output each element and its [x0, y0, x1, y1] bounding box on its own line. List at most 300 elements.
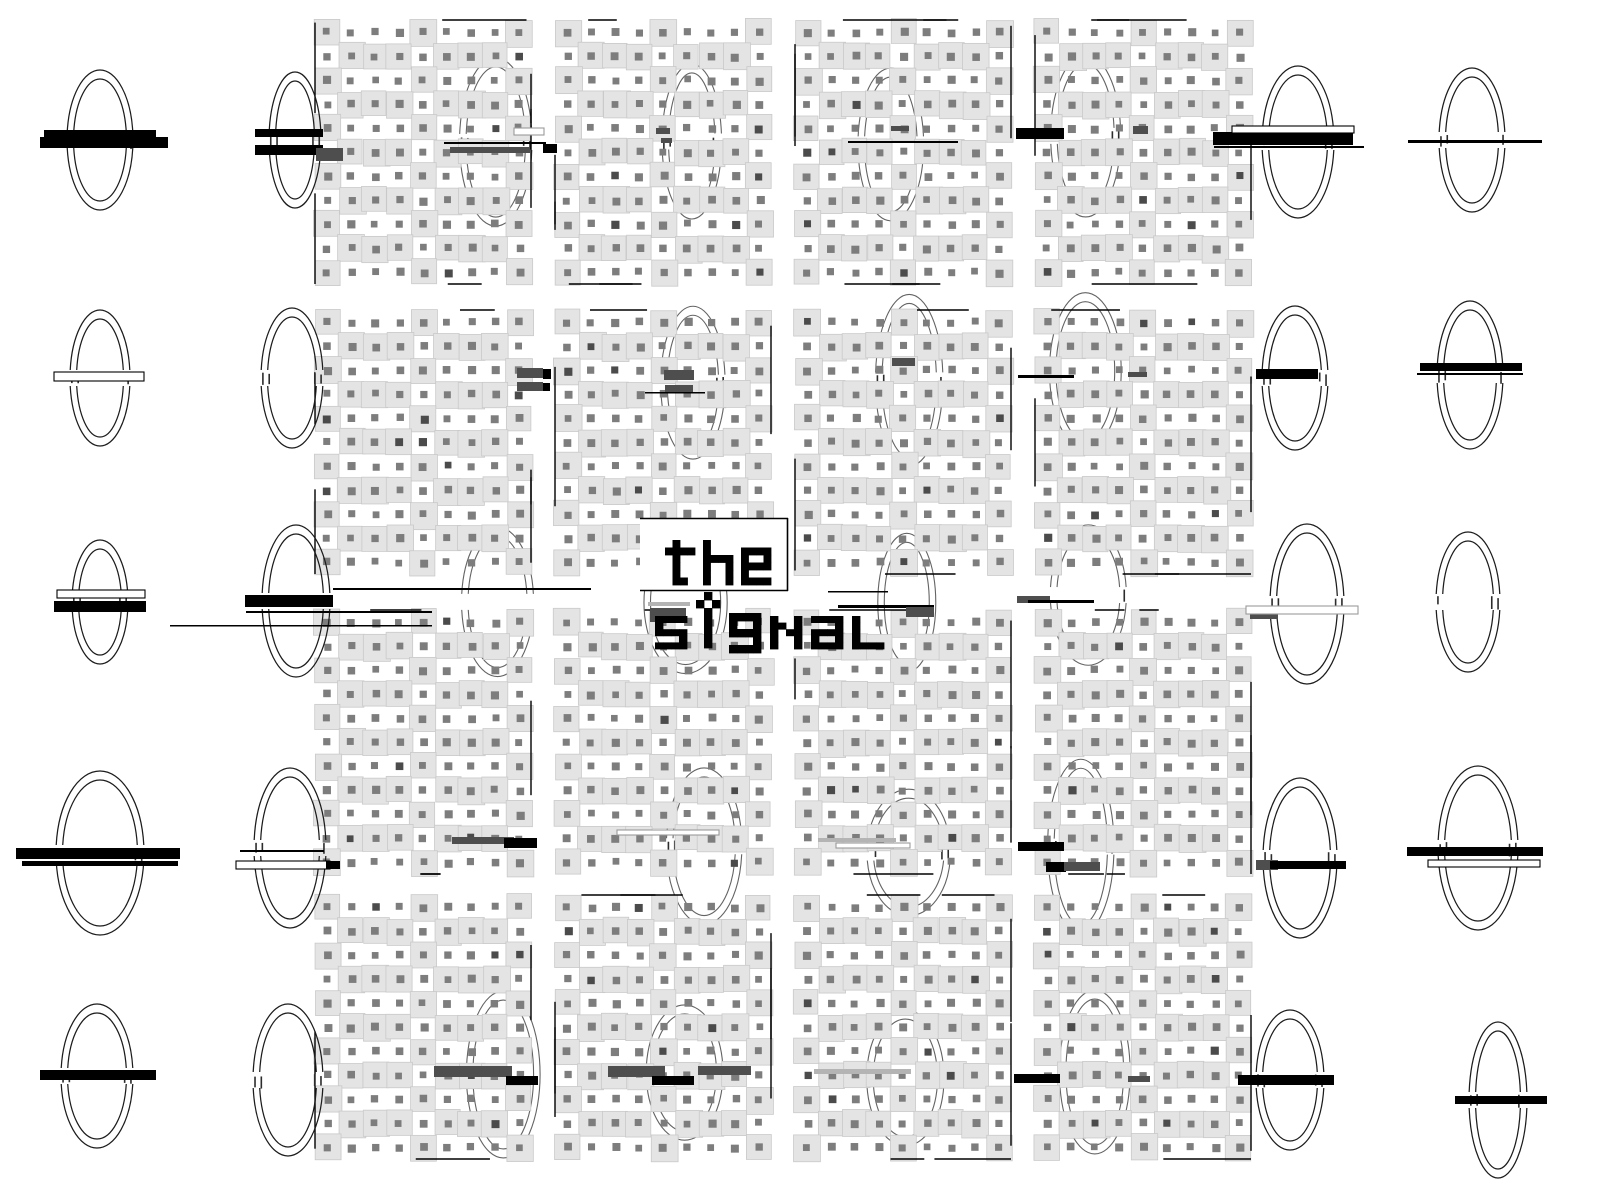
grid-dot — [1212, 319, 1219, 326]
grid-dot — [925, 715, 932, 722]
grid-dot — [1115, 101, 1122, 108]
grid-dot — [395, 244, 402, 251]
coil-dash-remnant — [261, 1076, 263, 1088]
grid-dot — [1212, 367, 1219, 374]
grid-dot — [971, 714, 979, 722]
grid-dot — [899, 1001, 906, 1008]
grid-dot — [420, 1095, 427, 1102]
grid-dot — [876, 1121, 883, 1128]
grid-dot — [1092, 486, 1099, 493]
grid-dot — [492, 245, 499, 252]
grid-dot — [444, 391, 451, 398]
grid-dot — [420, 1072, 427, 1079]
grid-dot — [516, 618, 523, 625]
grid-dot — [851, 319, 858, 326]
grid-dot — [588, 1023, 596, 1031]
title-pixel — [794, 636, 802, 643]
grid-dot — [613, 244, 620, 251]
grid-dot — [1067, 559, 1075, 567]
grid-dot — [1044, 1024, 1051, 1031]
grid-dot — [324, 173, 332, 181]
grid-dot — [948, 834, 956, 842]
grid-dot — [972, 903, 980, 911]
coil-ellipse-arc — [673, 854, 735, 915]
grid-dot — [492, 174, 499, 181]
grid-dot — [948, 666, 956, 674]
grid-dot — [491, 1024, 498, 1031]
grid-dot — [900, 834, 907, 841]
grid-dot — [564, 1143, 572, 1151]
grid-dot — [731, 1145, 739, 1153]
grid-dot — [395, 1073, 402, 1080]
grid-dot — [828, 30, 835, 37]
grid-dot — [925, 976, 933, 984]
grid-dot — [924, 762, 932, 770]
grid-dot — [419, 172, 426, 179]
grid-dot — [1044, 534, 1052, 542]
grid-dot — [348, 1096, 355, 1103]
grid-dot — [1092, 975, 1099, 982]
grid-dot — [732, 976, 740, 984]
grid-dot — [1236, 787, 1244, 795]
grid-dot — [707, 100, 714, 107]
grid-dot — [419, 487, 427, 495]
title-pixel — [819, 642, 827, 649]
grid-dot — [396, 53, 403, 60]
grid-dot — [492, 391, 500, 399]
grid-dot — [1164, 929, 1172, 937]
grid-dot — [467, 1095, 474, 1102]
grid-dot — [803, 787, 811, 795]
grid-dot — [972, 1023, 980, 1031]
title-pixel — [745, 645, 753, 653]
grid-dot — [564, 173, 572, 181]
grid-dot — [923, 463, 930, 470]
grid-dot — [491, 1047, 499, 1055]
gray-bar — [1064, 862, 1100, 871]
title-pixel — [671, 616, 679, 623]
grid-dot — [1091, 318, 1098, 325]
coil-ellipse-arc — [74, 148, 127, 201]
grid-dot — [587, 692, 595, 700]
grid-dot — [709, 268, 717, 276]
grid-dot — [708, 220, 716, 228]
grid-dot — [1117, 196, 1124, 203]
grid-dot — [396, 29, 404, 37]
grid-dot — [636, 367, 644, 375]
coil-dash-remnant — [1328, 852, 1330, 861]
grid-dot — [948, 619, 955, 626]
grid-dot — [397, 367, 405, 375]
grid-dot — [371, 762, 378, 769]
grid-dot — [564, 975, 571, 982]
grid-dot — [853, 414, 861, 422]
grid-dot — [1068, 52, 1076, 60]
grid-dot — [347, 810, 354, 817]
grid-dot — [516, 438, 523, 445]
grid-dot — [901, 667, 909, 675]
grid-dot — [995, 643, 1002, 650]
grid-dot — [637, 222, 645, 230]
grid-dot — [996, 558, 1003, 565]
coil-ellipse-arc — [1269, 75, 1328, 134]
grid-dot — [852, 786, 859, 793]
grid-dot — [996, 1071, 1004, 1079]
grid-dot — [420, 1143, 428, 1151]
title-pixel — [671, 642, 679, 649]
grid-dot — [684, 860, 691, 867]
grid-dot — [1163, 1144, 1171, 1152]
grid-dot — [419, 198, 427, 206]
grid-dot — [1165, 101, 1172, 108]
coil-ellipse-arc — [68, 1084, 127, 1139]
grid-dot — [924, 859, 931, 866]
grid-dot — [613, 666, 621, 674]
grid-dot — [587, 367, 594, 374]
grid-dot — [397, 643, 404, 650]
grid-dot — [564, 512, 571, 519]
grid-dot — [515, 29, 522, 36]
grid-dot — [419, 999, 426, 1006]
grid-dot — [396, 1023, 403, 1030]
grid-dot — [467, 810, 475, 818]
grid-dot — [613, 78, 620, 85]
thin-rule — [1214, 146, 1364, 148]
grid-dot — [1091, 1000, 1099, 1008]
grid-dot — [1236, 1119, 1243, 1126]
grid-dot — [685, 318, 693, 326]
grid-dot — [517, 642, 524, 649]
grid-dot — [708, 462, 715, 469]
grid-dot — [1163, 510, 1171, 518]
grid-dot — [1236, 463, 1244, 471]
grid-dot — [1188, 148, 1196, 156]
grid-dot — [372, 903, 379, 910]
grid-dot — [517, 788, 525, 796]
coil-ellipse-arc — [1443, 541, 1494, 594]
grid-dot — [419, 1048, 426, 1055]
grid-dot — [564, 786, 572, 794]
grid-dot — [635, 1023, 642, 1030]
grid-dot — [1236, 618, 1244, 626]
grid-dot — [588, 1072, 596, 1080]
grid-dot — [1115, 486, 1123, 494]
grid-dot — [947, 245, 954, 252]
grid-dot — [635, 1095, 643, 1103]
grid-dot — [1188, 342, 1196, 350]
grid-dot — [876, 859, 884, 867]
grid-dot — [683, 1048, 690, 1055]
grid-dot — [420, 391, 427, 398]
grid-dot — [1092, 558, 1100, 566]
grid-dot — [1044, 786, 1052, 794]
title-pixel — [745, 613, 753, 621]
outlined-bar — [57, 590, 145, 598]
grid-dot — [1236, 172, 1243, 179]
grid-dot — [419, 667, 427, 675]
grid-dot — [323, 1048, 330, 1055]
grid-dot — [683, 952, 691, 960]
coil-ellipse-arc — [63, 861, 138, 926]
grid-dot — [469, 534, 477, 542]
grid-dot — [900, 391, 907, 398]
grid-dot — [347, 835, 354, 842]
grid-dot — [1188, 244, 1196, 252]
grid-dot — [755, 1000, 762, 1007]
grid-dot — [733, 1095, 740, 1102]
grid-dot — [708, 762, 715, 769]
grid-dot — [421, 270, 429, 278]
grid-dot — [1235, 858, 1243, 866]
grid-dot — [467, 787, 475, 795]
title-pixel — [852, 636, 860, 643]
grid-dot — [1141, 928, 1148, 935]
grid-dot — [1236, 811, 1243, 818]
title-pixel — [704, 608, 712, 616]
title-pixel — [756, 548, 764, 556]
grid-dot — [996, 999, 1004, 1007]
title-pixel — [794, 629, 802, 636]
grid-dot — [347, 148, 354, 155]
grid-dot — [804, 415, 811, 422]
grid-dot — [371, 1095, 378, 1102]
grid-dot — [372, 344, 380, 352]
grid-dot — [972, 618, 980, 626]
grid-dot — [587, 928, 594, 935]
grid-dot — [1163, 1073, 1170, 1080]
grid-dot — [660, 1023, 667, 1030]
grid-dot — [1044, 488, 1052, 496]
black-bar — [44, 130, 156, 137]
grid-dot — [324, 927, 332, 935]
grid-dot — [1163, 558, 1170, 565]
grid-dot — [948, 903, 956, 911]
gray-bar — [434, 1066, 512, 1077]
coil-dash-remnant — [1444, 370, 1446, 380]
grid-dot — [947, 999, 955, 1007]
grid-dot — [468, 559, 475, 566]
thin-rule — [848, 141, 958, 143]
grid-dot — [1092, 535, 1100, 543]
grid-dot — [467, 903, 474, 910]
grid-dot — [1068, 620, 1076, 628]
coil-dash-remnant — [1502, 135, 1504, 145]
grid-dot — [396, 221, 403, 228]
grid-dot — [996, 619, 1004, 627]
grid-dot — [612, 344, 619, 351]
grid-dot — [372, 786, 380, 794]
grid-dot — [1139, 692, 1146, 699]
grid-dot — [491, 762, 498, 769]
grid-dot — [803, 952, 811, 960]
grid-dot — [516, 414, 524, 422]
grid-dot — [996, 977, 1003, 984]
grid-dot — [1115, 928, 1123, 936]
grid-dot — [1235, 510, 1242, 517]
grid-dot — [1116, 1119, 1123, 1126]
grid-dot — [372, 666, 379, 673]
grid-dot — [515, 53, 523, 61]
grid-dot — [805, 245, 812, 252]
grid-dot — [973, 511, 980, 518]
grid-dot — [1067, 511, 1075, 519]
grid-dot — [1211, 740, 1218, 747]
grid-dot — [755, 221, 762, 228]
grid-dot — [588, 220, 595, 227]
grid-dot — [1211, 715, 1218, 722]
grid-dot — [923, 1096, 930, 1103]
grid-dot — [445, 1120, 452, 1127]
title-pixel — [811, 642, 819, 649]
grid-dot — [1044, 196, 1051, 203]
grid-dot — [1235, 221, 1242, 228]
black-bar — [1046, 862, 1066, 872]
grid-dot — [611, 221, 619, 229]
grid-dot — [397, 414, 404, 421]
grid-dot — [588, 667, 595, 674]
grid-dot — [948, 463, 956, 471]
black-bar — [1018, 842, 1064, 851]
grid-dot — [853, 392, 860, 399]
grid-dot — [684, 787, 692, 795]
grid-dot — [347, 390, 354, 397]
grid-dot — [564, 691, 571, 698]
grid-dot — [443, 28, 450, 35]
gray-bar — [665, 385, 693, 393]
grid-dot — [707, 150, 714, 157]
grid-dot — [468, 739, 476, 747]
grid-dot — [492, 510, 500, 518]
grid-dot — [731, 1120, 739, 1128]
grid-dot — [924, 76, 931, 83]
grid-dot — [1165, 953, 1172, 960]
coil-dash-remnant — [323, 843, 325, 854]
gray-bar — [450, 147, 530, 153]
grid-dot — [1117, 148, 1124, 155]
grid-dot — [1115, 642, 1123, 650]
title-pixel — [741, 570, 749, 578]
grid-dot — [419, 149, 426, 156]
grid-dot — [1116, 76, 1123, 83]
grid-dot — [563, 198, 570, 205]
grid-dot — [397, 975, 405, 983]
grid-dot — [972, 100, 980, 108]
grid-dot — [852, 1047, 859, 1054]
title-pixel — [712, 600, 720, 608]
grid-dot — [564, 1071, 571, 1078]
coil-ellipse-arc — [1469, 1108, 1527, 1178]
grid-dot — [925, 390, 933, 398]
grid-dot — [1236, 343, 1243, 350]
grid-dot — [467, 221, 475, 229]
grid-dot — [1139, 196, 1147, 204]
grid-dot — [1067, 1143, 1075, 1151]
grid-dot — [324, 221, 331, 228]
grid-dot — [707, 342, 715, 350]
grid-dot — [852, 666, 859, 673]
grid-dot — [371, 414, 378, 421]
grid-dot — [372, 999, 380, 1007]
grid-dot — [491, 951, 498, 958]
grid-dot — [757, 53, 764, 60]
coil-ellipse-arc — [1263, 866, 1337, 938]
grid-dot — [1211, 174, 1219, 182]
grid-dot — [1164, 1000, 1171, 1007]
grid-dot — [421, 416, 429, 424]
grid-dot — [756, 811, 763, 818]
grid-dot — [1237, 54, 1245, 62]
grid-dot — [563, 620, 570, 627]
grid-dot — [445, 244, 452, 251]
coil-ellipse-arc — [1438, 766, 1518, 840]
grid-dot — [1236, 1048, 1244, 1056]
grid-dot — [851, 1001, 858, 1008]
grid-dot — [1164, 126, 1172, 134]
grid-dot — [1091, 244, 1099, 252]
grid-dot — [636, 976, 643, 983]
grid-dot — [1212, 78, 1220, 86]
grid-dot — [1091, 172, 1098, 179]
grid-dot — [1236, 319, 1243, 326]
grid-dot — [611, 787, 619, 795]
grid-dot — [1188, 811, 1195, 818]
grid-dot — [971, 644, 978, 651]
grid-dot — [563, 859, 570, 866]
grid-dot — [589, 487, 596, 494]
grid-dot — [731, 787, 738, 794]
grid-dot — [731, 860, 738, 867]
grid-dot — [1165, 414, 1172, 421]
grid-dot — [397, 125, 405, 133]
grid-dot — [397, 343, 404, 350]
grid-dot — [995, 691, 1003, 699]
grid-dot — [444, 1096, 451, 1103]
title-pixel — [704, 632, 712, 640]
grid-dot — [661, 786, 669, 794]
grid-dot — [612, 148, 620, 156]
grid-dot — [371, 438, 379, 446]
grid-dot — [828, 535, 835, 542]
grid-dot — [1187, 126, 1195, 134]
grid-dot — [900, 976, 907, 983]
grid-dot — [1140, 618, 1148, 626]
grid-dot — [1068, 762, 1075, 769]
grid-dot — [899, 487, 906, 494]
grid-dot — [395, 510, 403, 518]
grid-dot — [827, 220, 835, 228]
grid-dot — [732, 951, 739, 958]
grid-dot — [467, 692, 475, 700]
grid-dot — [1141, 390, 1149, 398]
grid-dot — [1187, 196, 1194, 203]
grid-dot — [877, 786, 885, 794]
grid-dot — [1115, 390, 1122, 397]
grid-dot — [1044, 619, 1052, 627]
gray-bar — [656, 128, 670, 134]
grid-dot — [588, 245, 595, 252]
grid-dot — [732, 172, 740, 180]
title-pixel — [753, 613, 761, 621]
grid-dot — [564, 811, 571, 818]
coil-dash-remnant — [1497, 598, 1499, 609]
black-bar — [1455, 1096, 1547, 1104]
grid-dot — [564, 222, 572, 230]
grid-dot — [443, 366, 451, 374]
grid-dot — [1235, 714, 1243, 722]
grid-dot — [611, 1024, 618, 1031]
grid-dot — [1068, 642, 1075, 649]
coil-glyph-R2-r2 — [1417, 301, 1523, 449]
